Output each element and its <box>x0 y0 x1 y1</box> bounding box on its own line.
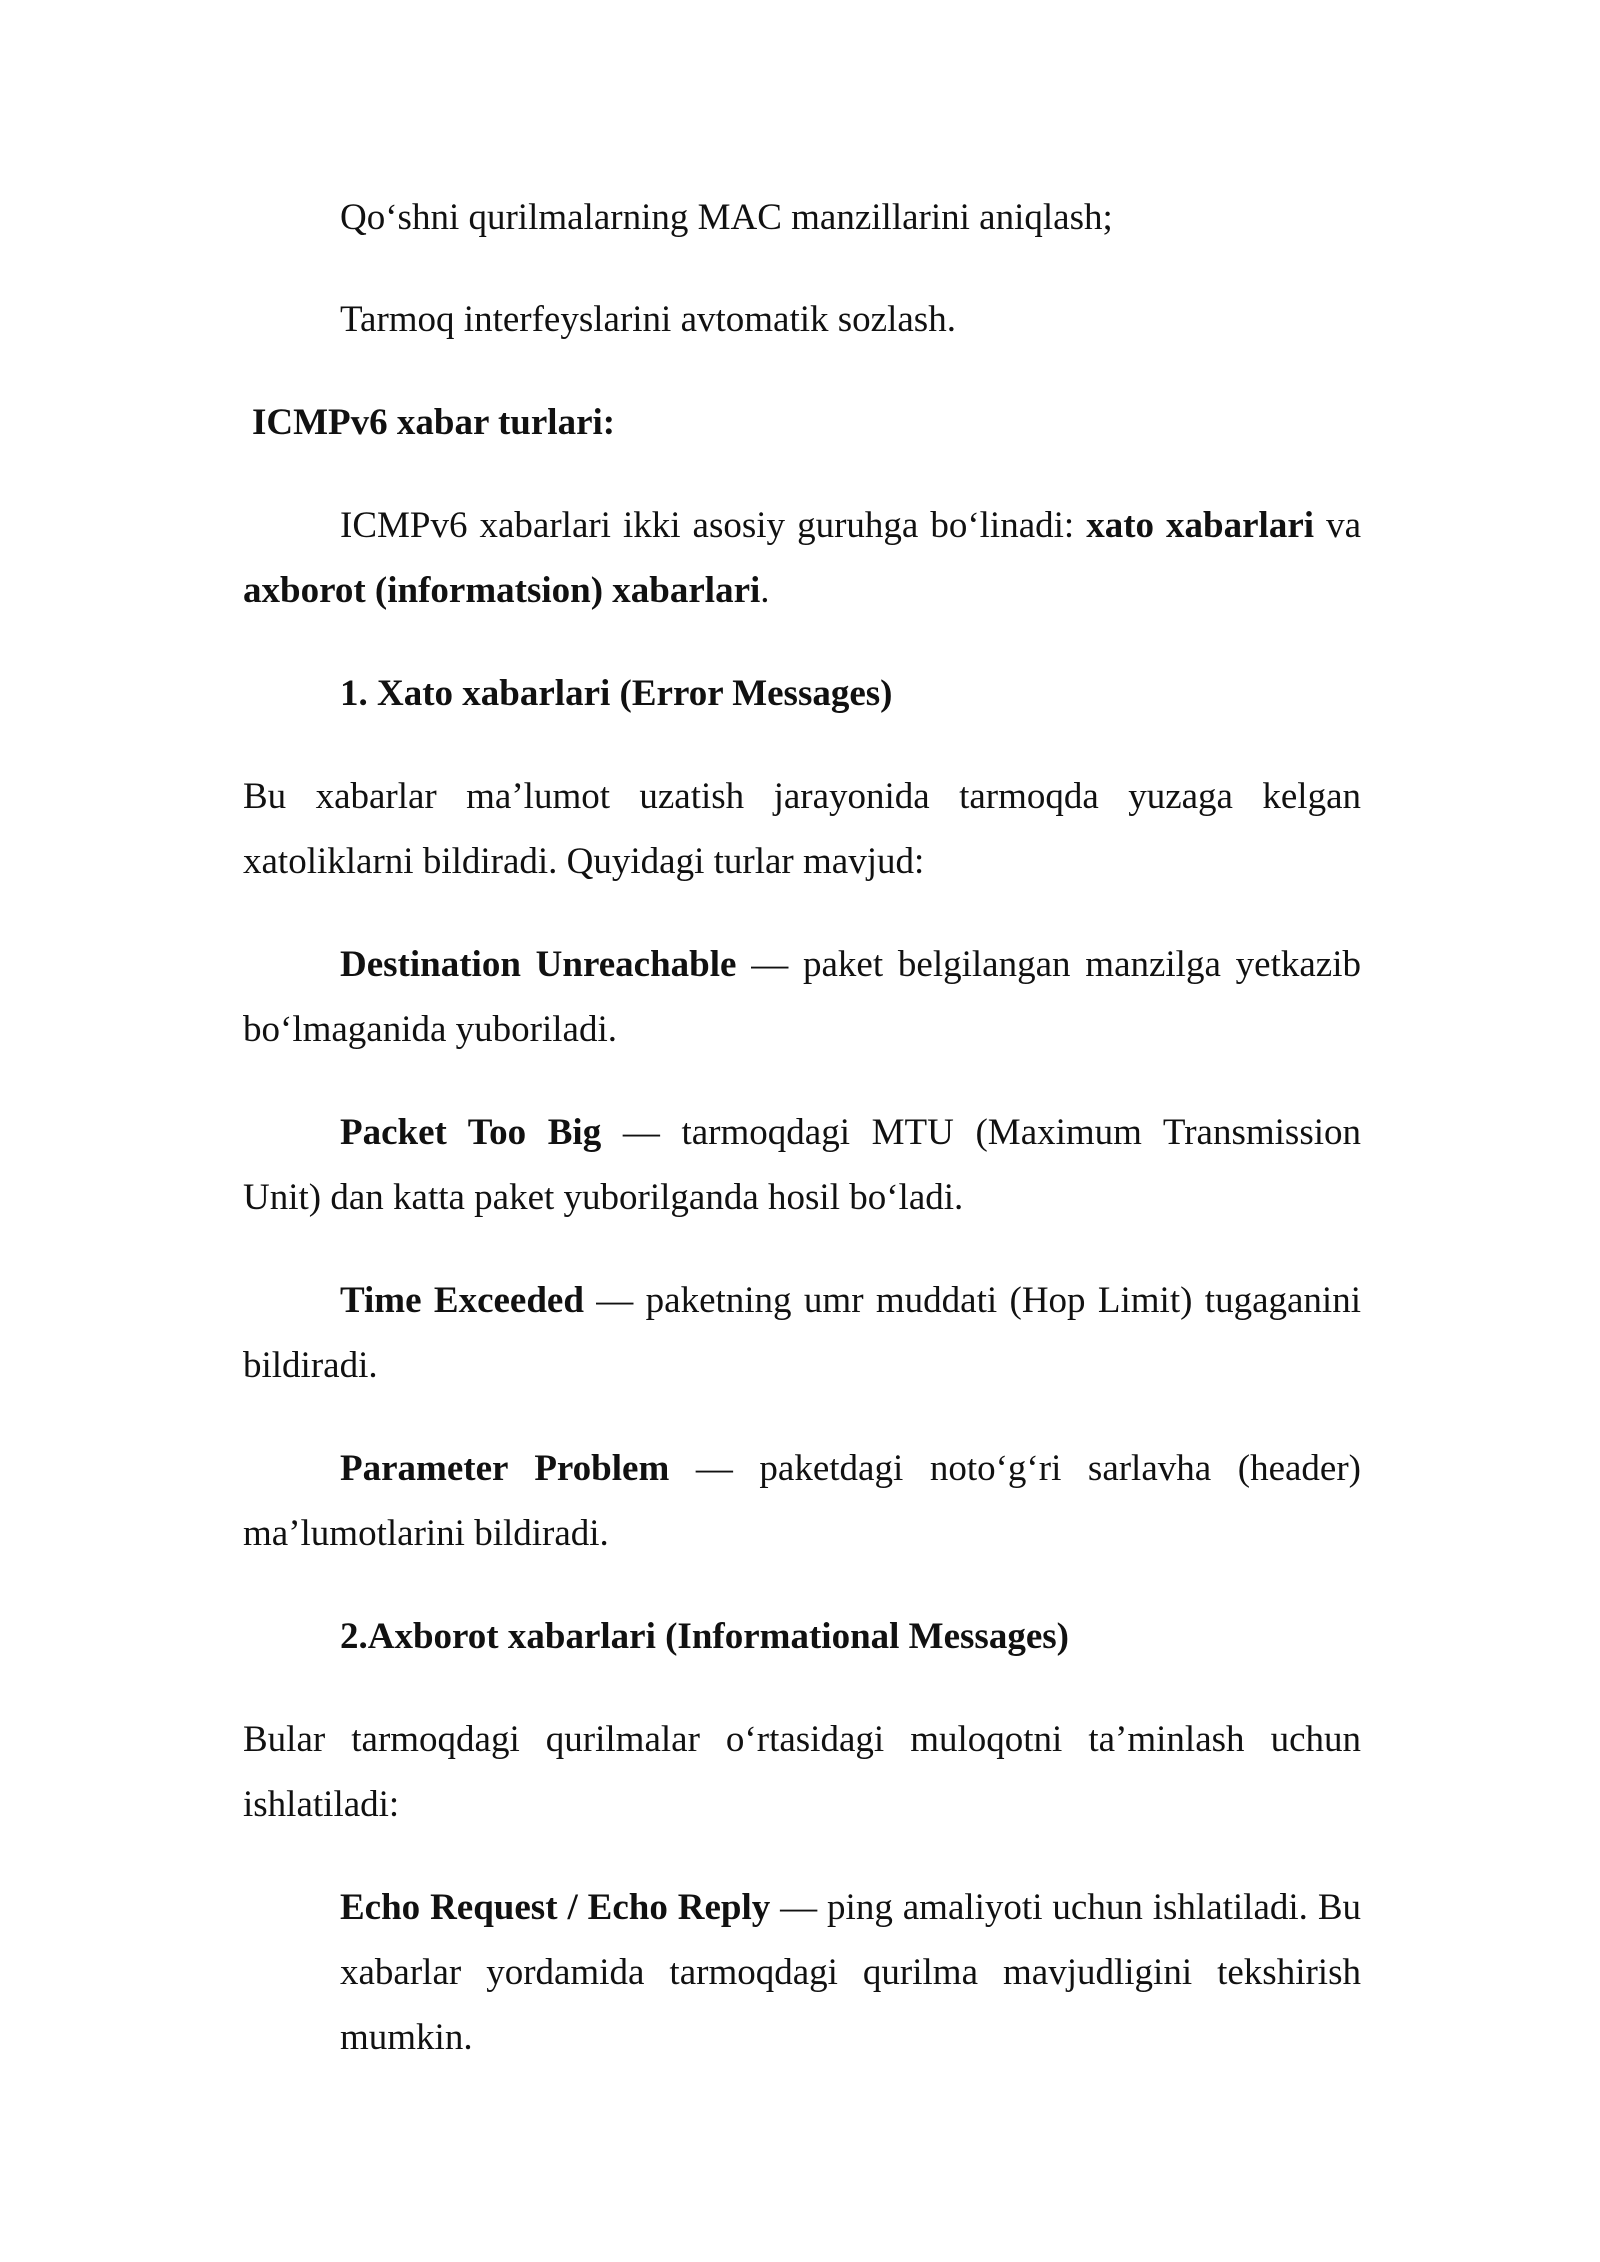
item-destination-unreachable: Destination Unreachable — paket belgilangan manzilga yetkazib bo‘lmaganida yuboriladi. <box>243 944 1361 1050</box>
item-parameter-problem: Parameter Problem — paketdagi noto‘g‘ri sarlavha (header) ma’lumotlarini bildiradi. <box>243 1448 1361 1554</box>
paragraph-info-intro: Bular tarmoqdagi qurilmalar o‘rtasidagi muloqotni ta’minlash uchun ishlatiladi: <box>243 1719 1361 1825</box>
paragraph-icmpv6-groups: ICMPv6 xabarlari ikki asosiy guruhga bo‘linadi: xato xabarlari va axborot (informatsion) xabarlari. <box>243 505 1361 611</box>
heading-icmpv6-types: ICMPv6 xabar turlari: <box>252 402 616 443</box>
item-echo-request-reply: Echo Request / Echo Reply — ping amaliyoti uchun ishlatiladi. Bu xabarlar yordamida tarmoqdagi qurilma mavjudligini tekshirish mumkin. <box>340 1887 1362 2058</box>
item-packet-too-big: Packet Too Big — tarmoqdagi MTU (Maximum Transmission Unit) dan katta paket yuborilganda hosil bo‘ladi. <box>243 1112 1362 1218</box>
paragraph-mac-addresses: Qo‘shni qurilmalarning MAC manzillarini aniqlash; <box>340 197 1113 238</box>
paragraph-error-intro: Bu xabarlar ma’lumot uzatish jarayonida tarmoqda yuzaga kelgan xatoliklarni bildiradi. Quyidagi turlar mavjud: <box>243 776 1361 882</box>
item-time-exceeded: Time Exceeded — paketning umr muddati (Hop Limit) tugaganini bildiradi. <box>243 1280 1361 1386</box>
heading-error-messages: 1. Xato xabarlari (Error Messages) <box>340 673 893 714</box>
heading-informational-messages: 2.Axborot xabarlari (Informational Messages) <box>340 1616 1069 1657</box>
paragraph-auto-config: Tarmoq interfeyslarini avtomatik sozlash. <box>340 299 956 340</box>
